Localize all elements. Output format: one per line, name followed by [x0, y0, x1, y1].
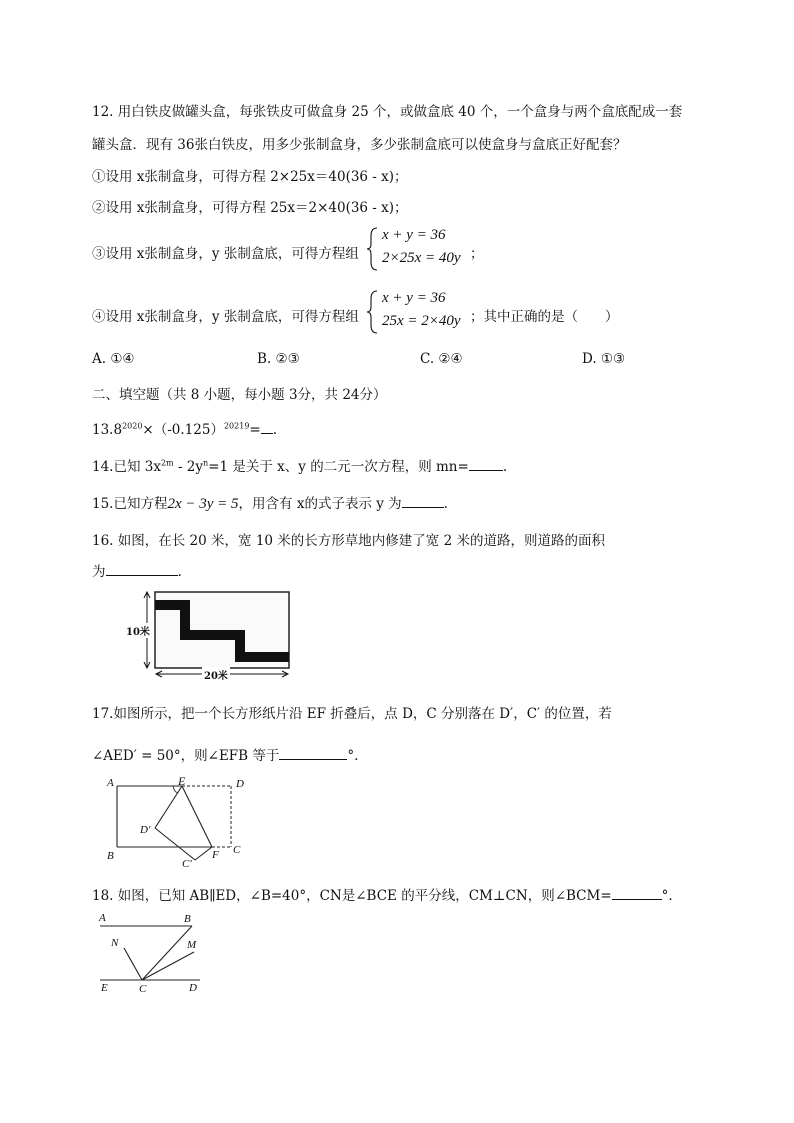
q17-line1: 17.如图所示，把一个长方形纸片沿 EF 折叠后，点 D，C 分别落在 D′，C′ 的位置，若 [92, 706, 612, 722]
q12-item1: ①设用 x张制盒身，可得方程 2×25x＝40(36 - x)； [92, 169, 408, 185]
q12-item4-eq2: 25x = 2×40y [382, 313, 461, 329]
q16-height-label: 10米 [126, 623, 150, 638]
q12-item4-system [366, 289, 626, 335]
q12-item4-eq1: x + y = 36 [382, 290, 446, 306]
q16-line2-text: 为 [92, 564, 106, 580]
q17-label-cprime: C′ [182, 858, 192, 870]
q13: $13.8^{2020}\times(-0.125)^{20219}=$ . [92, 421, 278, 438]
q15-rest: ，用含有 x的式子表示 y 为 [238, 496, 402, 512]
q17-label-b: B [107, 850, 114, 862]
q12-item3-end: ； [470, 246, 484, 262]
q18-label-c: C [139, 983, 147, 995]
q12-line2: 罐头盒．现有 36张白铁皮，用多少张制盒身，多少张制盒底可以使盒身与盒底正好配套？ [92, 137, 627, 153]
q17-figure [100, 772, 260, 872]
q14-exp2: n [203, 458, 209, 468]
q13-exp1: 2020 [122, 421, 143, 431]
q16-line1: 16. 如图，在长 20 米，宽 10 米的长方形草地内修建了宽 2 米的道路，则道路的面积 [92, 533, 605, 549]
q15-answer-blank[interactable] [402, 495, 444, 508]
q16-figure [120, 588, 295, 680]
q17-label-dprime: D′ [140, 824, 151, 836]
q12-item4-text: ④设用 x张制盒身，y 张制盒底，可得方程组 [92, 309, 359, 325]
q13-end: = [249, 422, 261, 438]
q17-line2-prefix: ∠AED′ = 50°，则∠EFB 等于 [92, 748, 280, 764]
q18-answer-blank[interactable] [612, 887, 662, 900]
q17-line2-end: °. [347, 748, 359, 764]
q12-item4 [92, 305, 359, 325]
q12-option-a: A. ①④ [92, 351, 135, 367]
q16-line2 [92, 560, 182, 580]
q17-answer-blank[interactable] [279, 747, 347, 760]
q12-item4-end: ；其中正确的是（ ） [470, 309, 619, 325]
q14-answer-blank[interactable] [469, 458, 503, 471]
q15-equation: 2x − 3y = 5 [167, 496, 239, 512]
q18 [92, 884, 673, 904]
q13-answer-blank[interactable] [261, 421, 273, 434]
q17-label-f: F [212, 849, 219, 861]
q18-label-b: B [184, 913, 191, 925]
q14-end: . [502, 459, 508, 475]
q18-label-m: M [187, 939, 197, 951]
q14-mid: - 2y [173, 459, 204, 475]
q18-label-n: N [111, 937, 119, 949]
q13-exp2: 20219 [223, 421, 250, 431]
q17-line2 [92, 744, 358, 764]
q12-option-d: D. ①③ [582, 351, 626, 367]
q18-text: 18. 如图，已知 AB∥ED，∠B=40°，CN是∠BCE 的平分线，CM⊥CN，则∠BCM= [92, 888, 612, 904]
q14 [92, 455, 507, 475]
q12-item3-eq2: 2×25x = 40y [382, 250, 461, 266]
q18-label-a: A [99, 912, 106, 924]
q13-prefix: 13.8 [92, 422, 123, 438]
q12-option-c: C. ②④ [420, 351, 463, 367]
q14-rest: =1 是关于 x、y 的二元一次方程，则 mn= [208, 459, 469, 475]
q12-item4-brace [366, 289, 380, 335]
q12-item2: ②设用 x张制盒身，可得方程 25x＝2×40(36 - x)； [92, 200, 408, 216]
q16-answer-blank[interactable] [106, 563, 178, 576]
q12-item3-brace [366, 226, 380, 272]
q14-prefix: 14.已知 3x [92, 459, 161, 475]
q18-label-d: D [189, 982, 197, 994]
q12-line1: 12. 用白铁皮做罐头盒，每张铁皮可做盒身 25 个，或做盒底 40 个，一个盒身与两个盒底配成一套 [92, 104, 683, 120]
q15-prefix: 15.已知方程 [92, 496, 168, 512]
q12-option-b: B. ②③ [257, 351, 300, 367]
q12-item3-system [366, 226, 506, 272]
q15-end: . [443, 496, 448, 512]
q18-label-e: E [101, 982, 108, 994]
q16-end: . [177, 564, 182, 580]
q13-mid: ×（-0.125） [142, 422, 224, 438]
q18-figure [96, 912, 216, 997]
q17-label-d: D [236, 778, 244, 790]
q14-exp1: 2m [160, 458, 174, 468]
q17-label-e: E [178, 774, 186, 788]
q15 [92, 492, 448, 513]
parallel-lines-diagram [96, 912, 216, 997]
section-heading: 二、填空题（共 8 小题，每小题 3分，共 24分） [92, 387, 387, 403]
q12-item3-text: ③设用 x张制盒身，y 张制盒底，可得方程组 [92, 246, 359, 262]
q12-item3-eq1: x + y = 36 [382, 227, 446, 243]
q12-item3 [92, 242, 359, 262]
q17-label-a: A [107, 777, 114, 789]
q18-end: °. [661, 888, 673, 904]
q16-width-label: 20米 [202, 667, 230, 682]
q17-label-c: C [233, 844, 241, 856]
